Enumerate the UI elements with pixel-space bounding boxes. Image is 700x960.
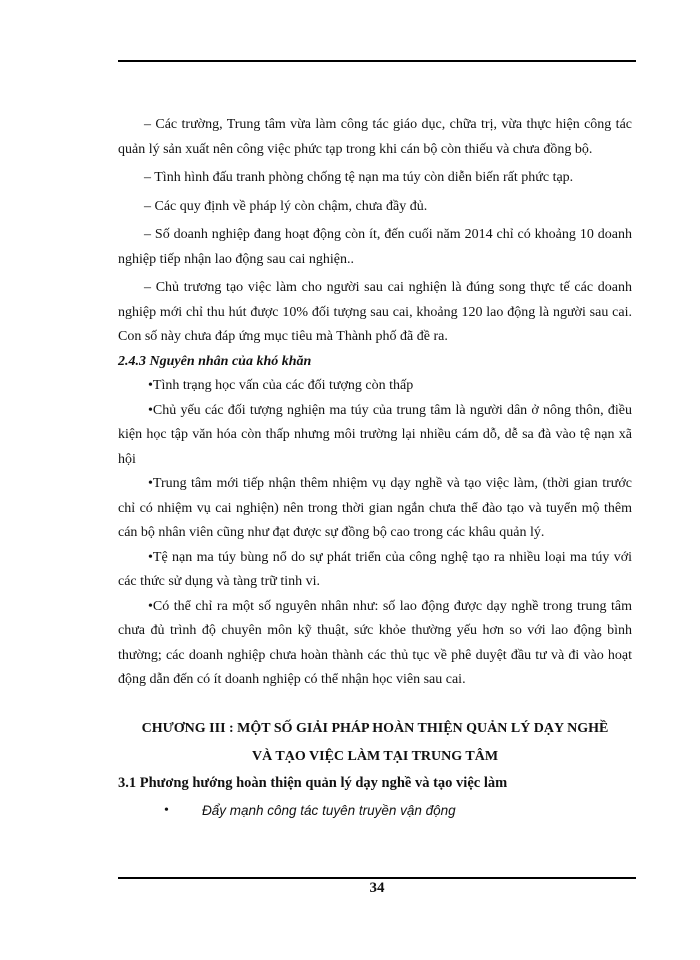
chapter-title-line-1: CHƯƠNG III : MỘT SỐ GIẢI PHÁP HOÀN THIỆN QUẢN LÝ DẠY NGHỀ (141, 720, 609, 736)
section-heading: 2.4.3 Nguyên nhân của khó khăn (118, 353, 312, 369)
bullet-paragraph-2: •Chủ yếu các đối tượng nghiện ma túy của trung tâm là người dân ở nông thôn, điều kiện học tập văn hóa còn thấp nhưng môi trường lại nhiều cám dỗ, dễ sa đà vào tệ nạn xã hội (118, 402, 632, 467)
page-body (118, 113, 632, 823)
chapter-title-line-2: VÀ TẠO VIỆC LÀM TẠI TRUNG TÂM (251, 748, 499, 764)
bullet-paragraph-4: •Tệ nạn ma túy bùng nổ do sự phát triển của công nghệ tạo ra nhiều loại ma túy với các thức sử dụng và tàng trữ tinh vi. (118, 549, 632, 589)
footer-rule (118, 877, 636, 879)
header-rule (118, 60, 636, 62)
bullet-paragraph-5: •Có thể chỉ ra một số nguyên nhân như: số lao động được dạy nghề trong trung tâm chưa đủ trình độ chuyên môn kỹ thuật, sức khỏe thường yếu hơn so với lao động bình thường; các doanh nghiệp chưa hoàn thành các thủ tục về phê duyệt đầu tư và đi vào hoạt động dẫn đến có ít doanh nghiệp có thể nhận học viên sau cai. (118, 598, 632, 687)
bullet-paragraph-1: •Tình trạng học vấn của các đối tượng còn thấp (148, 378, 414, 393)
bullet-paragraph-3: •Trung tâm mới tiếp nhận thêm nhiệm vụ dạy nghề và tạo việc làm, (thời gian trước chỉ có nhiệm vụ cai nghiện) nên trong thời gian ngắn chưa thể đào tạo và tuyển mộ thêm cán bộ nhân viên cũng như đạt được sự đồng bộ cao trong các khâu quản lý. (118, 476, 632, 540)
sub-bullet-item (118, 799, 632, 823)
dash-paragraph-3: – Các quy định về pháp lý còn chậm, chưa đầy đủ. (144, 198, 428, 214)
dash-paragraph-4: – Số doanh nghiệp đang hoạt động còn ít, đến cuối năm 2014 chỉ có khoảng 10 doanh nghiệp tiếp nhận lao động sau cai nghiện.. (118, 227, 632, 267)
bullet-dot-icon: • (164, 803, 169, 818)
dash-paragraph-5: – Chủ trương tạo việc làm cho người sau cai nghiện là đúng song thực tế các doanh nghiệp mới chỉ thu hút được 10% đối tượng sau cai, khoảng 120 lao động là người sau cai. Con số này chưa đáp ứng mục tiêu mà Thành phố đã đề ra. (118, 280, 632, 344)
dash-paragraph-2: – Tình hình đấu tranh phòng chống tệ nạn ma túy còn diễn biến rất phức tạp. (144, 170, 574, 185)
chapter-title (118, 715, 632, 771)
sub-bullet-text: Đẩy mạnh công tác tuyên truyền vận động (202, 803, 456, 818)
subsection-heading: 3.1 Phương hướng hoàn thiện quản lý dạy nghề và tạo việc làm (118, 774, 508, 791)
page-number: 34 (369, 880, 385, 896)
dash-paragraph-1: – Các trường, Trung tâm vừa làm công tác giáo dục, chữa trị, vừa thực hiện công tác quản lý sản xuất nên công việc phức tạp trong khi cán bộ còn thiếu và chưa đồng bộ. (118, 117, 632, 157)
